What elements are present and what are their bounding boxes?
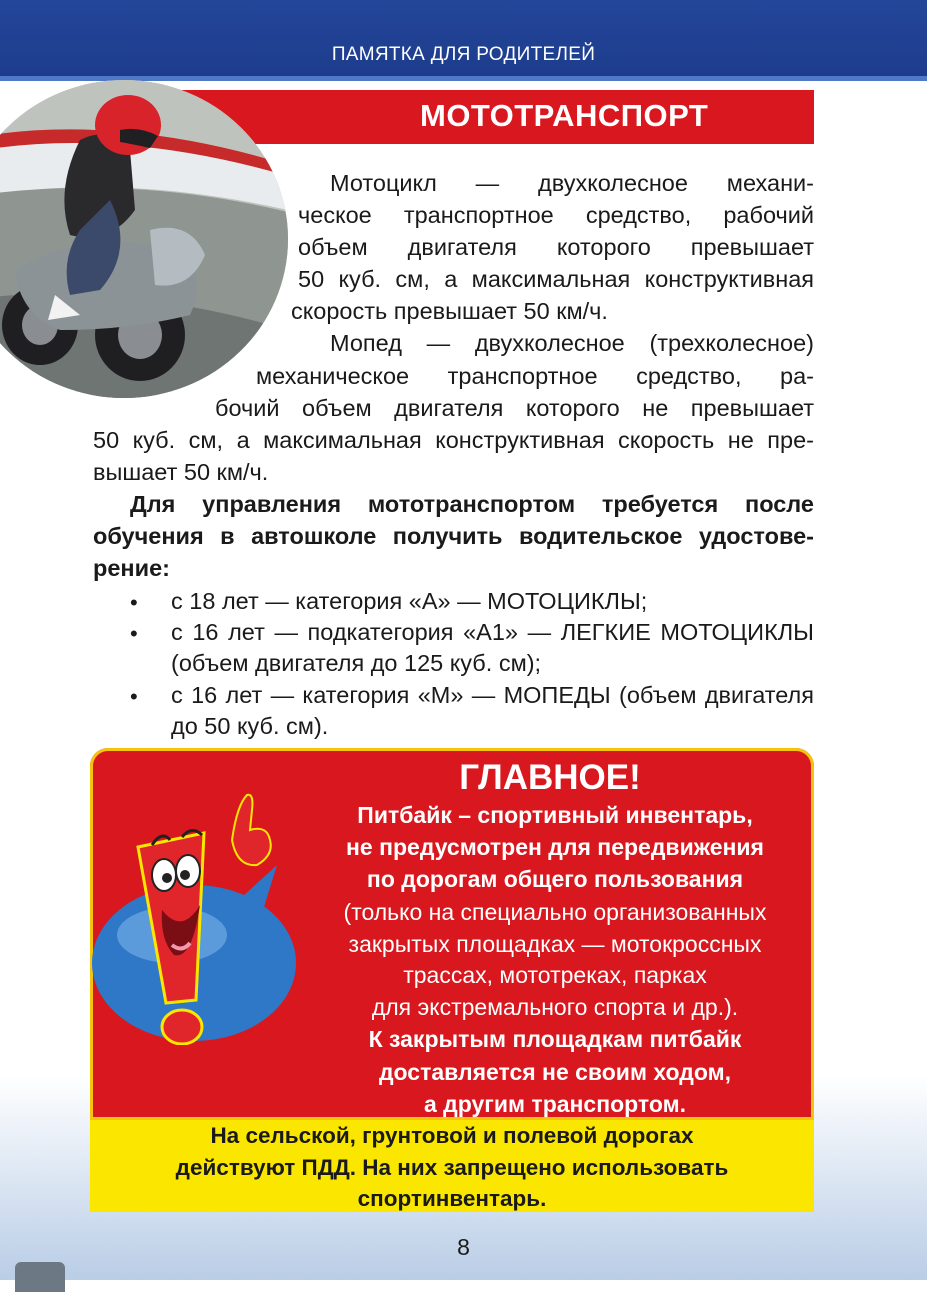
notice-footer-line: На сельской, грунтовой и полевой дорогах	[210, 1123, 694, 1148]
exclamation-mascot-icon	[92, 785, 307, 1045]
notice-bold-line: К закрытым площадкам питбайк	[368, 1026, 742, 1052]
notice-footer-line: спортинвентарь.	[357, 1186, 547, 1211]
bullet-item: с 18 лет — категория «А» — МОТОЦИКЛЫ;	[171, 588, 648, 614]
notice-footer-line: действуют ПДД. На них запрещено использовать	[175, 1155, 729, 1180]
notice-title: ГЛАВНОЕ!	[459, 758, 641, 797]
bullet-item-continued: (объем двигателя до 125 куб. см);	[171, 650, 542, 676]
paragraph-2-line: 50 куб. см, а максимальная конструктивная скорость не пре-	[93, 427, 814, 453]
bullet-marker: •	[130, 684, 138, 709]
bullet-item-continued: до 50 куб. см).	[171, 713, 329, 739]
notice-line: для экстремального спорта и др.).	[371, 994, 739, 1020]
requirement-line: Для управления мототранспортом требуется после	[130, 491, 814, 517]
paragraph-1-line: 50 куб. см, а максимальная конструктивная	[298, 266, 814, 292]
notice-bold-line: а другим транспортом.	[423, 1091, 687, 1117]
section-title: МОТОТРАНСПОРТ	[420, 98, 709, 133]
notice-bold-line: Питбайк – спортивный инвентарь,	[357, 802, 753, 828]
notice-bold-line: по дорогам общего пользования	[366, 866, 744, 892]
requirement-line: обучения в автошколе получить водительское удостове-	[93, 523, 814, 549]
corner-tab	[15, 1262, 65, 1292]
paragraph-2-line: Мопед — двухколесное (трехколесное)	[330, 330, 814, 356]
requirement-line: рение:	[93, 555, 170, 581]
notice-line: (только на специально организованных	[343, 899, 767, 925]
notice-line: закрытых площадках — мотокроссных	[348, 931, 762, 957]
paragraph-1-line: ческое транспортное средство, рабочий	[298, 202, 814, 228]
bullet-item: с 16 лет — категория «М» — МОПЕДЫ (объем двигателя	[171, 682, 814, 708]
header-title: ПАМЯТКА ДЛЯ РОДИТЕЛЕЙ	[331, 44, 596, 65]
paragraph-1-line: Мотоцикл — двухколесное механи-	[330, 170, 814, 196]
paragraph-2-line: механическое транспортное средство, ра-	[256, 363, 814, 389]
page-number: 8	[457, 1234, 470, 1260]
paragraph-2-line: бочий объем двигателя которого не превышает	[215, 395, 814, 421]
bullet-item: с 16 лет — подкатегория «А1» — ЛЕГКИЕ МОТОЦИКЛЫ	[171, 619, 814, 645]
notice-bold-line: не предусмотрен для передвижения	[346, 834, 764, 860]
paragraph-1-line: объем двигателя которого превышает	[298, 234, 814, 260]
notice-bold-line: доставляется не своим ходом,	[378, 1059, 732, 1085]
bullet-marker: •	[130, 621, 138, 646]
bullet-marker: •	[130, 590, 138, 615]
paragraph-1-line: скорость превышает 50 км/ч.	[291, 298, 608, 324]
notice-line: трассах, мототреках, парках	[403, 962, 707, 988]
paragraph-2-line: вышает 50 км/ч.	[93, 459, 269, 485]
